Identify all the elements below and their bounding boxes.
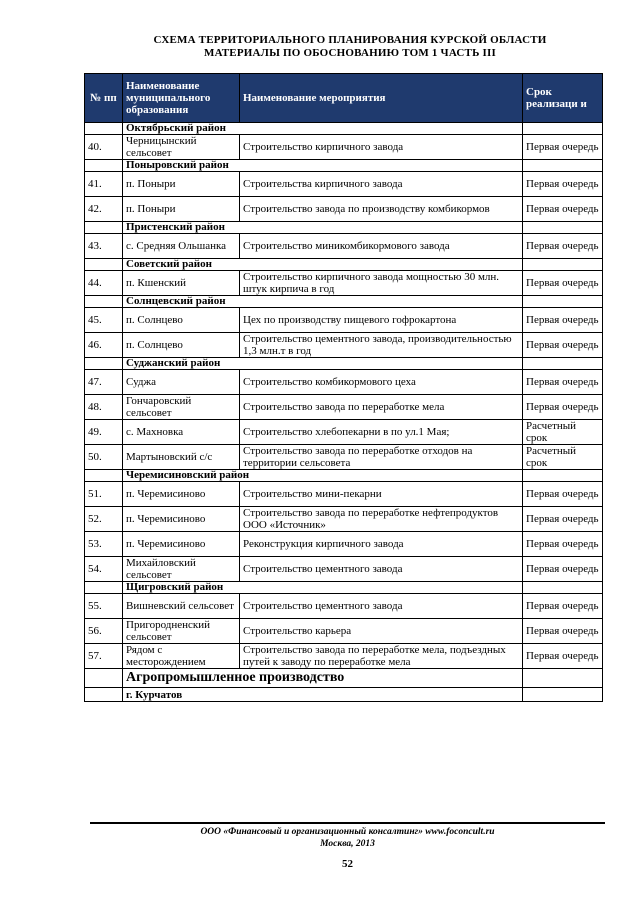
city-name: г. Курчатов xyxy=(123,688,523,702)
row-term: Первая очередь xyxy=(523,594,603,619)
measures-table xyxy=(84,73,603,702)
row-number: 56. xyxy=(85,619,123,644)
district-empty-term xyxy=(523,123,603,135)
header-subtitle: МАТЕРИАЛЫ ПО ОБОСНОВАНИЮ ТОМ 1 ЧАСТЬ III xyxy=(204,47,496,59)
row-municipality: Пригородненский сельсовет xyxy=(123,619,240,644)
row-term: Первая очередь xyxy=(523,135,603,160)
row-municipality: Рядом с месторождением xyxy=(123,644,240,669)
row-term: Первая очередь xyxy=(523,507,603,532)
district-row xyxy=(85,358,603,370)
footer-company: ООО «Финансовый и организационный консалтинг» www.foconcult.ru xyxy=(200,827,495,837)
row-term: Первая очередь xyxy=(523,308,603,333)
row-number: 54. xyxy=(85,557,123,582)
district-empty-term xyxy=(523,222,603,234)
table-row xyxy=(85,644,603,669)
table-row xyxy=(85,308,603,333)
table-row xyxy=(85,333,603,358)
table-row xyxy=(85,594,603,619)
row-municipality: п. Солнцево xyxy=(123,333,240,358)
district-empty-term xyxy=(523,358,603,370)
row-term: Первая очередь xyxy=(523,197,603,222)
district-row xyxy=(85,296,603,308)
table-row xyxy=(85,370,603,395)
district-empty-num xyxy=(85,259,123,271)
section-empty-term xyxy=(523,669,603,688)
row-measure: Строительство цементного завода, производительностью 1,3 млн.т в год xyxy=(240,333,523,358)
district-name: Черемисиновский район xyxy=(123,470,523,482)
row-measure: Строительство карьера xyxy=(240,619,523,644)
district-empty-term xyxy=(523,296,603,308)
district-empty-term xyxy=(523,582,603,594)
row-term: Расчетный срок xyxy=(523,420,603,445)
district-name: Солнцевский район xyxy=(123,296,523,308)
district-name: Щигровский район xyxy=(123,582,523,594)
city-row xyxy=(85,688,603,702)
row-number: 52. xyxy=(85,507,123,532)
row-term: Первая очередь xyxy=(523,370,603,395)
header-term: Срок реализаци и xyxy=(523,74,603,123)
document-header xyxy=(90,34,610,60)
table-row xyxy=(85,507,603,532)
header-num: № пп xyxy=(85,74,123,123)
row-measure: Строительство кирпичного завода xyxy=(240,135,523,160)
district-row xyxy=(85,222,603,234)
row-number: 49. xyxy=(85,420,123,445)
row-measure: Строительство мини-пекарни xyxy=(240,482,523,507)
header-municipality: Наименование муниципального образования xyxy=(123,74,240,123)
row-municipality: п. Поныри xyxy=(123,172,240,197)
row-measure: Строительство цементного завода xyxy=(240,594,523,619)
table-row xyxy=(85,445,603,470)
row-number: 46. xyxy=(85,333,123,358)
table-row xyxy=(85,482,603,507)
row-term: Первая очередь xyxy=(523,532,603,557)
row-municipality: п. Черемисиново xyxy=(123,507,240,532)
header-title: СХЕМА ТЕРРИТОРИАЛЬНОГО ПЛАНИРОВАНИЯ КУРСКОЙ ОБЛАСТИ xyxy=(153,34,547,46)
district-row xyxy=(85,582,603,594)
row-term: Первая очередь xyxy=(523,172,603,197)
row-number: 42. xyxy=(85,197,123,222)
row-municipality: п. Черемисиново xyxy=(123,532,240,557)
section-title: Агропромышленное производство xyxy=(123,669,523,688)
table-row xyxy=(85,271,603,296)
row-number: 51. xyxy=(85,482,123,507)
district-name: Суджанский район xyxy=(123,358,523,370)
table-row xyxy=(85,420,603,445)
district-row xyxy=(85,470,603,482)
footer-city-year: Москва, 2013 xyxy=(320,839,375,849)
row-term: Первая очередь xyxy=(523,644,603,669)
row-number: 40. xyxy=(85,135,123,160)
row-measure: Цех по производству пищевого гофрокартона xyxy=(240,308,523,333)
row-number: 48. xyxy=(85,395,123,420)
district-empty-num xyxy=(85,123,123,135)
row-municipality: п. Солнцево xyxy=(123,308,240,333)
row-municipality: Мартыновский с/с xyxy=(123,445,240,470)
table-row xyxy=(85,395,603,420)
table-row xyxy=(85,532,603,557)
row-number: 41. xyxy=(85,172,123,197)
table-row xyxy=(85,135,603,160)
row-measure: Строительства кирпичного завода xyxy=(240,172,523,197)
city-empty-num xyxy=(85,688,123,702)
district-empty-term xyxy=(523,160,603,172)
table-header-row xyxy=(85,74,603,123)
section-row xyxy=(85,669,603,688)
page-number: 52 xyxy=(342,858,353,870)
row-number: 45. xyxy=(85,308,123,333)
row-number: 43. xyxy=(85,234,123,259)
row-number: 47. xyxy=(85,370,123,395)
row-term: Первая очередь xyxy=(523,234,603,259)
row-measure: Строительство кирпичного завода мощностью 30 млн. штук кирпича в год xyxy=(240,271,523,296)
table-row xyxy=(85,234,603,259)
row-term: Первая очередь xyxy=(523,557,603,582)
district-empty-term xyxy=(523,470,603,482)
row-number: 55. xyxy=(85,594,123,619)
district-row xyxy=(85,123,603,135)
district-row xyxy=(85,160,603,172)
table-row xyxy=(85,557,603,582)
row-municipality: с. Махновка xyxy=(123,420,240,445)
district-empty-num xyxy=(85,222,123,234)
district-empty-num xyxy=(85,470,123,482)
row-term: Первая очередь xyxy=(523,619,603,644)
district-name: Советский район xyxy=(123,259,523,271)
row-municipality: п. Кшенский xyxy=(123,271,240,296)
row-term: Первая очередь xyxy=(523,482,603,507)
district-name: Поныровский район xyxy=(123,160,523,172)
row-measure: Строительство миникомбикормового завода xyxy=(240,234,523,259)
row-term: Первая очередь xyxy=(523,271,603,296)
row-municipality: Вишневский сельсовет xyxy=(123,594,240,619)
document-footer xyxy=(90,826,605,850)
row-measure: Строительство комбикормового цеха xyxy=(240,370,523,395)
row-municipality: Гончаровский сельсовет xyxy=(123,395,240,420)
table-row xyxy=(85,172,603,197)
city-empty-term xyxy=(523,688,603,702)
row-term: Первая очередь xyxy=(523,395,603,420)
row-measure: Строительство завода по переработке мела, подъездных путей к заводу по переработке мела xyxy=(240,644,523,669)
district-name: Октябрьский район xyxy=(123,123,523,135)
district-empty-term xyxy=(523,259,603,271)
row-number: 50. xyxy=(85,445,123,470)
row-measure: Строительство цементного завода xyxy=(240,557,523,582)
district-row xyxy=(85,259,603,271)
section-empty-num xyxy=(85,669,123,688)
table-row xyxy=(85,197,603,222)
row-measure: Строительство завода по переработке нефтепродуктов ООО «Источник» xyxy=(240,507,523,532)
row-municipality: Суджа xyxy=(123,370,240,395)
row-measure: Строительство завода по переработке мела xyxy=(240,395,523,420)
row-municipality: п. Поныри xyxy=(123,197,240,222)
row-measure: Реконструкция кирпичного завода xyxy=(240,532,523,557)
row-measure: Строительство хлебопекарни в по ул.1 Мая; xyxy=(240,420,523,445)
district-empty-num xyxy=(85,160,123,172)
row-municipality: п. Черемисиново xyxy=(123,482,240,507)
district-empty-num xyxy=(85,358,123,370)
row-municipality: с. Средняя Ольшанка xyxy=(123,234,240,259)
district-empty-num xyxy=(85,296,123,308)
row-number: 57. xyxy=(85,644,123,669)
table-body xyxy=(85,123,603,702)
row-municipality: Черницынский сельсовет xyxy=(123,135,240,160)
district-name: Пристенский район xyxy=(123,222,523,234)
row-measure: Строительство завода по переработке отходов на территории сельсовета xyxy=(240,445,523,470)
row-term: Расчетный срок xyxy=(523,445,603,470)
row-municipality: Михайловский сельсовет xyxy=(123,557,240,582)
header-measure: Наименование мероприятия xyxy=(240,74,523,123)
row-term: Первая очередь xyxy=(523,333,603,358)
row-number: 53. xyxy=(85,532,123,557)
row-number: 44. xyxy=(85,271,123,296)
footer-divider xyxy=(90,822,605,824)
district-empty-num xyxy=(85,582,123,594)
table-row xyxy=(85,619,603,644)
row-measure: Строительство завода по производству комбикормов xyxy=(240,197,523,222)
